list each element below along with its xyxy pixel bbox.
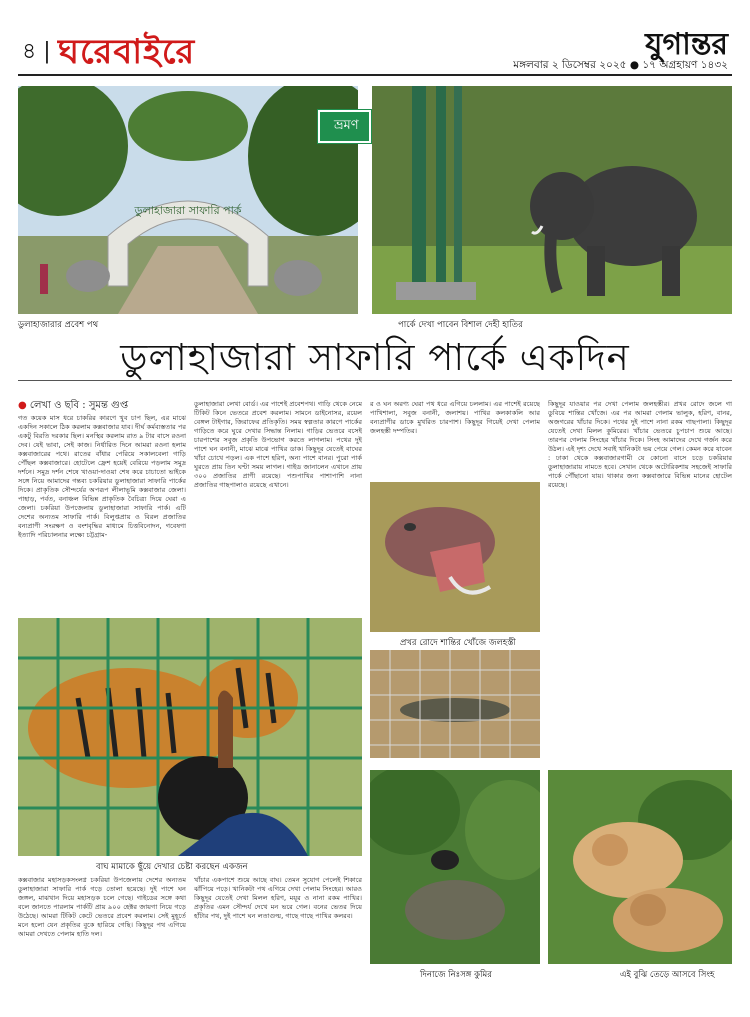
- hippo-caption: প্রখর রোদে শান্তির খোঁজে জলহস্তী: [400, 638, 516, 648]
- paragraph: কক্সবাজার মহাসড়কসংলগ্ন চকরিয়া উপজেলায় দেশের অন্যতম ডুলাহাজারা সাফারি পার্ক গড়ে তোলা হয়েছে। দুই পাশে ঘন জঙ্গল, মাঝখান দিয়ে মহাসড়ক চলে গেছে। গাইডের সঙ্গে কথা বলে জানতে পারলাম পার্কটি প্রায় ৯০০ হেক্টর জায়গা নিয়ে গড়ে উঠেছে। আমরা টিকিট কেটে ভেতরে প্রবেশ করলাম। সেই মুহূর্তে মনে হলো যেন প্রকৃতির বুকে হারিয়ে গেছি। কিছুদূর পথ এগিয়ে আমরা দেখতে পেলাম হাতি দল।: [18, 876, 186, 938]
- elephant-caption: পার্কে দেখা পাবেন বিশাল দেহী হাতির: [398, 320, 523, 330]
- lion-caption: এই বুঝি তেড়ে আসবে সিংহ: [620, 970, 715, 980]
- category-tag: ভ্রমণ: [318, 110, 371, 143]
- paragraph: গত কয়েক মাস ধরে চাকরির কারণে খুব চাপ ছিল, এর মাঝে একদিন সকালে ঠিক করলাম কক্সবাজার যাব। দীর্ঘ কর্মব্যস্ততার পর একটু বিরতি দরকার ছিল। মনস্থির করলাম রাত ৯ টার বাসে রওনা দেব। যেই ভাবা, সেই কাজ। নির্ধারিত দিনে আমরা রওনা হলাম কক্সবাজারের পথে। রাতের বাঁধার পেরিয়ে সকালবেলা গাড়ি পৌঁছল কক্সবাজারে। হোটেলে ফ্রেশ হয়েই বেরিয়ে পড়লাম সমুদ্র দর্শনে। সমুদ্র দর্শন শেষে খাওয়া-দাওয়া শেষ করে চাচাতো ভাইকে সঙ্গে নিয়ে আমাদের গন্তব্য চকরিয়ার ডুলাহাজারা সাফারি পার্কের দিকে। প্রাকৃতিক সৌন্দর্যের অপরূপ লীলাভূমি কক্সবাজার জেলা। পাহাড়, পর্বত, বনাঞ্চল বিভিন্ন প্রাকৃতিক বৈচিত্র্য দিয়ে ঘেরা এ জেলা। চকরিয়া উপজেলায় ডুলাহাজারা সাফারি পার্ক। এটি দেশের অন্যতম সাফারি পার্ক। বিলুপ্তপ্রায় ও বিরল প্রজাতির বন্যপ্রাণী সংরক্ষণ ও বংশবৃদ্ধির মাধ্যমে চিত্তবিনোদন, গবেষণা ইত্যাদি পরিচালনার লক্ষ্যে চট্টগ্রাম-: [18, 414, 186, 539]
- crocodile-cage-photo: [370, 650, 540, 758]
- paragraph: খাঁচার একপাশে শুয়ে আছে বাঘ। তেমন সুযোগ পেলেই শিকারে ঝাঁপিয়ে পড়ে। খানিকটা পথ এগিয়ে দেখা পেলাম সিংহের। আরও কিছুদূর যেতেই দেখা মিলল হরিণ, ময়ূর ও নানা রকম পাখির। প্রকৃতির এমন সৌন্দর্য দেখে মন ভরে গেল। বনের ভেতর দিয়ে হাঁটার পথ, দুই পাশে ঘন লতাগুল্ম, গাছে গাছে পাখির কলরব।: [194, 876, 362, 920]
- date-line: মঙ্গলবার ২ ডিসেম্বর ২০২৫ ● ১৭ অগ্রহায়ণ ১৪৩২: [513, 59, 728, 71]
- newspaper-name: যুগান্তর: [645, 27, 728, 62]
- lion-illustration: [548, 770, 732, 964]
- article-column-2-top: [194, 400, 362, 614]
- byline: [18, 398, 128, 415]
- section-title: ঘরেবাইরে: [58, 32, 196, 72]
- article-column-3-top: [370, 400, 540, 476]
- elephant-photo: [372, 86, 732, 314]
- gate-photo: [18, 86, 358, 314]
- article-column-1-bottom: [18, 876, 186, 1002]
- headline: ডুলাহাজারা সাফারি পার্কে একদিন: [120, 336, 630, 379]
- svg-text:ডুলাহাজারা সাফারি পার্ক: ডুলাহাজারা সাফারি পার্ক: [134, 204, 242, 217]
- gate-caption: ডুলাহাজারার প্রবেশ পথ: [18, 320, 99, 330]
- bullet-icon: ●: [18, 400, 27, 411]
- crocodile-cage-illustration: [370, 650, 540, 758]
- page-number: ৪ |: [22, 39, 51, 64]
- paragraph: ডুলাহাজারা লেখা বোর্ড। এর পাশেই প্রবেশপথ। গাড়ি থেকে নেমে টিকিট কিনে ভেতরে প্রবেশ করলাম। সামনে ডাইনোসর, রয়েল বেঙ্গল টাইগার, জিরাফের প্রতিকৃতি। সময় স্বল্পতার কারণে পার্কের গাড়িতে করে ঘুরে দেখার সিদ্ধান্ত নিলাম। গাড়ির ভেতরে বসেই চারপাশের সবুজ প্রকৃতি উপভোগ করতে লাগলাম। পথের দুই পাশে ঘন বনানী, মাঝে মাঝে পাখির ডাক। কিছুদূর যেতেই বাঘের খাঁচা চোখে পড়ল। এক পাশে হরিণ, অন্য পাশে বানর। পুরো পার্ক ঘুরতে প্রায় তিন ঘণ্টা সময় লাগল। গাইড জানালেন এখানে প্রায় ৩০০ প্রজাতির প্রাণী রয়েছে। পশুপাখির পাশাপাশি নানা প্রজাতির গাছপালাও রয়েছে এখানে।: [194, 400, 362, 489]
- gate-illustration: [18, 86, 358, 314]
- tiger-photo: [18, 618, 362, 856]
- hippo-illustration: [370, 482, 540, 632]
- hippo-photo: [370, 482, 540, 632]
- headline-rule: [18, 380, 732, 381]
- byline-text: লেখা ও ছবি : সুমন্ত গুপ্ত: [29, 400, 129, 411]
- article-column-2-bottom: [194, 876, 362, 1002]
- paragraph: র ও ঘন অরণ্য ঘেরা পথ ধরে এগিয়ে চললাম। এর পাশেই রয়েছে পাখিশালা, সবুজ বনানী, জলাশয়। পাখির কলকাকলি আর বন্যপ্রাণীর ডাকে মুখরিত চারপাশ। কিছুদূর গিয়েই দেখা পেলাম জলহস্তী দম্পতির।: [370, 400, 540, 435]
- paragraph: কিছুদূর যাওয়ার পর দেখা পেলাম জলহস্তীর। প্রখর রোদে জলে গা ডুবিয়ে শান্তির খোঁজে। এর পর আমরা গেলাম ভালুক, হরিণ, বানর, অজগরের খাঁচার দিকে। পথের দুই পাশে নানা রকম গাছপালা। কিছুদূর যেতেই দেখা মিলল কুমিরের। খাঁচার ভেতরে চুপচাপ শুয়ে আছে। তারপর গেলাম সিংহের খাঁচার দিকে। সিংহ আমাদের দেখে গর্জন করে উঠল। এই দৃশ্য দেখে সবাই খানিকটা ভয় পেয়ে গেল। কেমন করে যাবেন : ঢাকা থেকে কক্সবাজারগামী যে কোনো বাসে চড়ে চকরিয়ার ডুলাহাজারায় নামতে হবে। সেখান থেকে অটোরিকশায় সহজেই সাফারি পার্কে পৌঁছানো যায়। থাকার জন্য কক্সবাজারে বিভিন্ন মানের হোটেল রয়েছে।: [548, 400, 732, 489]
- lion-photo: [548, 770, 732, 964]
- masthead-rule: [18, 74, 732, 76]
- article-column-1-top: [18, 414, 186, 614]
- article-column-4-top: [548, 400, 732, 764]
- tiger-illustration: [18, 618, 362, 856]
- crocodile-illustration: [370, 770, 540, 964]
- elephant-illustration: [372, 86, 732, 314]
- crocodile-caption: দিনাজে নিঃসঙ্গ কুমির: [420, 970, 492, 980]
- tiger-caption: বাঘ মামাকে ছুঁয়ে দেখার চেষ্টা করছেন একজন: [96, 862, 248, 872]
- crocodile-photo: [370, 770, 540, 964]
